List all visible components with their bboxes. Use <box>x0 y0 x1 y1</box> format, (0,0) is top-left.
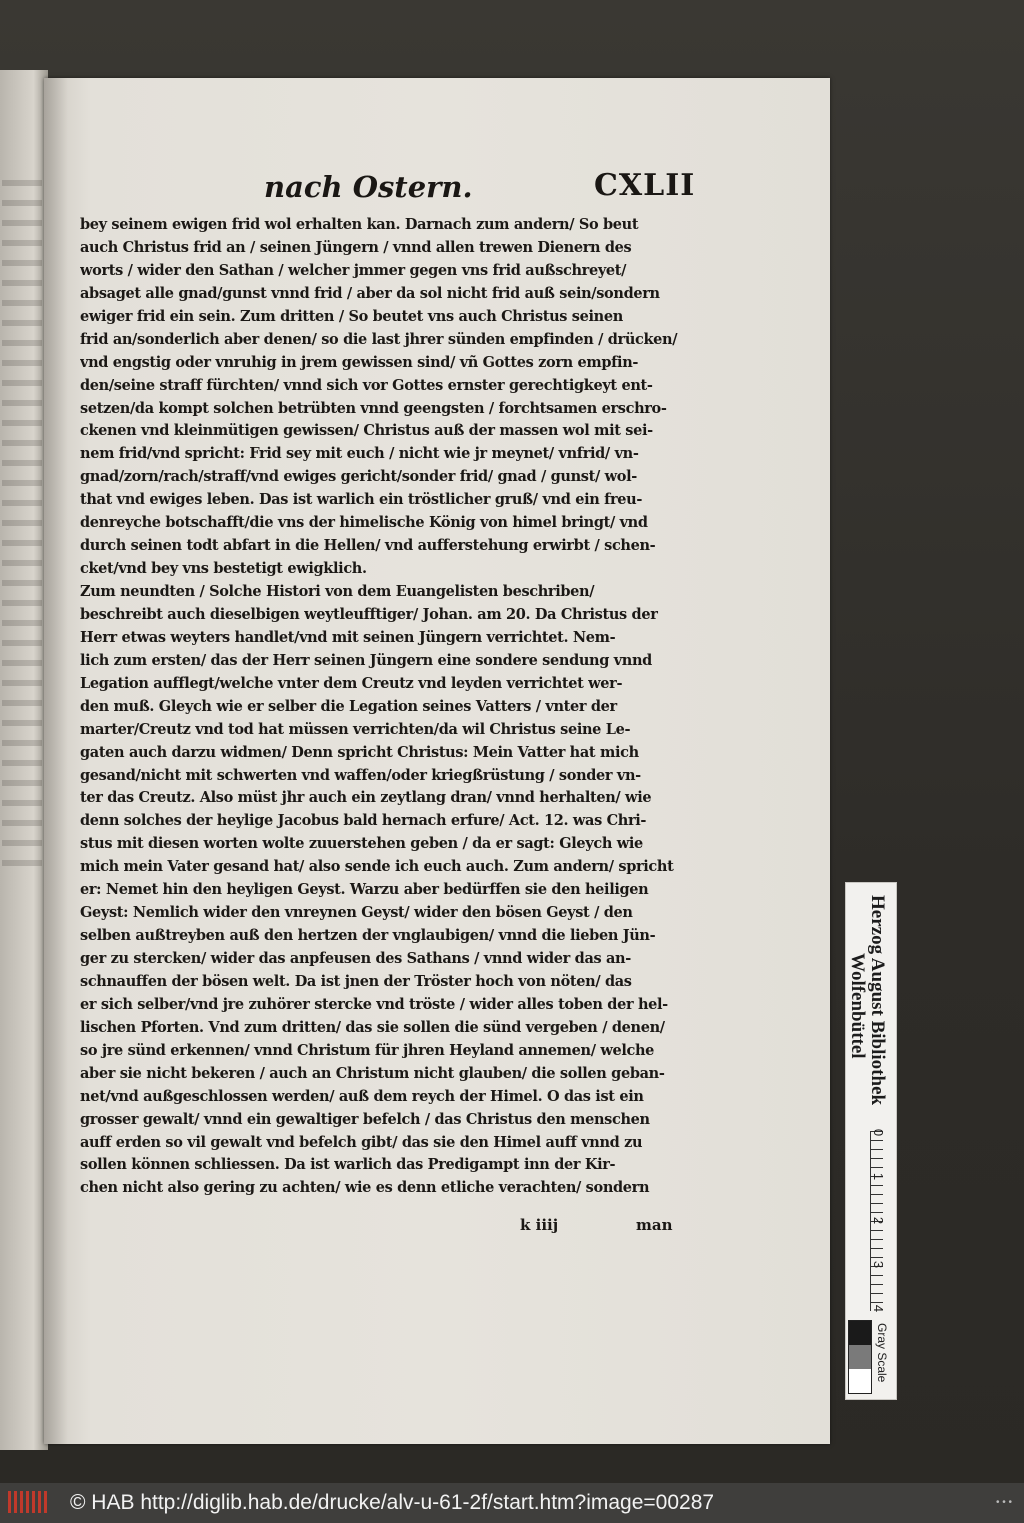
gray-scale-label: Gray Scale <box>875 1323 889 1383</box>
text-line: den muß. Gleych wie er selber die Legation seines Vatters / vnter der <box>80 697 617 715</box>
catchword: man <box>636 1216 673 1234</box>
text-line: marter/Creutz vnd tod hat müssen verrichten/da wil Christus seine Le- <box>80 720 631 738</box>
page-gutter-shadow <box>44 78 68 1444</box>
text-line: ter das Creutz. Also müst jhr auch ein zeytlang dran/ vnnd herhalten/ wie <box>80 789 652 807</box>
gray-swatch-black <box>849 1321 871 1345</box>
text-line: mich mein Vater gesand hat/ also sende ich euch auch. Zum andern/ spricht <box>80 858 674 876</box>
ruler-number: 4 <box>871 1304 887 1313</box>
text-line: beschreibt auch dieselbigen weytleufftiger/ Johan. am 20. Da Christus der <box>80 605 658 623</box>
measurement-ruler <box>870 1128 895 1313</box>
text-line: sollen können schliessen. Da ist warlich das Predigampt inn der Kir- <box>80 1156 616 1174</box>
text-line: Zum neundten / Solche Histori von dem Euangelisten beschriben/ <box>80 583 595 600</box>
signature-mark: k iiij <box>520 1216 559 1234</box>
text-line: so jre sünd erkennen/ vnnd Christum für jhren Heyland annemen/ welche <box>80 1041 655 1059</box>
text-line: gesand/nicht mit schwerten vnd waffen/oder kriegßrüstung / sonder vn- <box>80 766 641 784</box>
ruler-number: 3 <box>871 1260 887 1269</box>
text-line: er: Nemet hin den heyligen Geyst. Warzu aber bedürffen sie den heiligen <box>80 881 649 899</box>
text-line: nem frid/vnd spricht: Frid sey mit euch / nicht wie jr meynet/ vnfrid/ vn- <box>80 445 639 463</box>
text-line: setzen/da kompt solchen betrübten vnnd geengsten / forchtsamen erschro- <box>80 399 667 417</box>
text-line: grosser gewalt/ vnnd ein gewaltiger befelch / das Christus den menschen <box>80 1110 650 1128</box>
text-line: denreyche botschafft/die vns der himelische König von himel bringt/ vnd <box>80 514 648 532</box>
more-options-icon[interactable]: • • • <box>995 1497 1012 1508</box>
text-line: lischen Pforten. Vnd zum dritten/ das sie sollen die sünd vergeben / denen/ <box>80 1018 665 1036</box>
text-line: cket/vnd bey vns bestetigt ewigklich. <box>80 560 367 578</box>
text-line: that vnd ewiges leben. Das ist warlich ein tröstlicher gruß/ vnd ein freu- <box>80 491 643 509</box>
library-color-ruler-strip <box>845 882 897 1400</box>
text-line: selben außtreyben auß den hertzen der vnglaubigen/ vnnd die lieben Jün- <box>80 927 656 945</box>
running-title: nach Ostern. <box>264 170 473 204</box>
text-line: aber sie nicht bekeren / auch an Christum nicht glauben/ die sollen geban- <box>80 1064 665 1082</box>
copyright-url-text: © HAB http://diglib.hab.de/drucke/alv-u-61-2f/start.htm?image=00287 <box>70 1491 715 1514</box>
previous-page-edge <box>0 70 48 1450</box>
ruler-number: 1 <box>871 1172 887 1181</box>
text-line: net/vnd außgeschlossen werden/ auß dem reych der Himel. O das ist ein <box>80 1087 644 1105</box>
library-name-line2: Wolfenbüttel <box>847 953 868 1059</box>
text-line: gnad/zorn/rach/straff/vnd ewiges gericht/sonder frid/ gnad / gunst/ wol- <box>80 468 637 486</box>
text-line: ckenen vnd kleinmütigen gewissen/ Christus auß der massen wol mit sei- <box>80 422 653 440</box>
text-line: denn solches der heylige Jacobus bald hernach erfure/ Act. 12. was Chri- <box>80 812 647 830</box>
text-line: auch Christus frid an / seinen Jüngern / vnnd allen trewen Dienern des <box>80 238 632 256</box>
ruler-number: 2 <box>871 1216 887 1225</box>
text-line: bey seinem ewigen frid wol erhalten kan. Darnach zum andern/ So beut <box>80 216 639 233</box>
text-line: frid an/sonderlich aber denen/ so die last jhrer sünden empfinden / drücken/ <box>80 330 678 348</box>
text-line: Geyst: Nemlich wider den vnreynen Geyst/ wider den bösen Geyst / den <box>80 904 633 922</box>
gray-swatch-white <box>849 1369 871 1393</box>
viewer-footer-bar <box>0 1483 1024 1523</box>
text-line: er sich selber/vnd jre zuhörer stercke vnd tröste / wider alles toben der hel- <box>80 995 668 1013</box>
gray-scale-swatches <box>848 1320 872 1394</box>
ruler-number: 0 <box>871 1128 887 1137</box>
text-line: worts / wider den Sathan / welcher jmmer gegen vns frid außschreyet/ <box>80 261 627 279</box>
text-line: absaget alle gnad/gunst vnnd frid / aber da sol nicht frid auß sein/sondern <box>80 284 660 302</box>
folio-number: CXLII <box>594 168 696 203</box>
text-line: Herr etwas weyters handlet/vnd mit seinen Jüngern verrichtet. Nem- <box>80 628 616 646</box>
text-line: lich zum ersten/ das der Herr seinen Jüngern eine sondere sendung vnnd <box>80 651 652 669</box>
text-line: stus mit diesen worten wolte zuuerstehen geben / da er sagt: Gleych wie <box>80 835 643 853</box>
text-line: den/seine straff fürchten/ vnnd sich vor Gottes ernster gerechtigkeyt ent- <box>80 376 653 394</box>
library-name-line1: Herzog August Bibliothek <box>867 895 888 1106</box>
text-line: ewiger frid ein sein. Zum dritten / So beutet vns auch Christus seinen <box>80 307 623 325</box>
text-line: chen nicht also gering zu achten/ wie es denn etliche verachten/ sondern <box>80 1179 650 1197</box>
text-line: auff erden so vil gewalt vnd befelch gibt/ das sie den Himel auff vnnd zu <box>80 1133 643 1151</box>
text-line: durch seinen todt abfart in die Hellen/ vnd aufferstehung erwirbt / schen- <box>80 537 656 555</box>
hab-logo-icon[interactable] <box>8 1491 48 1513</box>
text-line: Legation aufflegt/welche vnter dem Creutz vnd leyden verrichtet wer- <box>80 674 623 692</box>
gray-swatch-mid <box>849 1345 871 1369</box>
text-line: vnd engstig oder vnruhig in jrem gewissen sind/ vñ Gottes zorn empfin- <box>80 353 639 371</box>
text-line: gaten auch darzu widmen/ Denn spricht Christus: Mein Vatter hat mich <box>80 743 639 761</box>
text-line: schnauffen der bösen welt. Da ist jnen der Tröster hoch von nöten/ das <box>80 972 632 990</box>
previous-page-text-edge <box>2 180 42 880</box>
text-line: ger zu stercken/ wider das anpfeusen des Sathans / vnnd wider das an- <box>80 950 631 967</box>
page-body-text <box>80 214 686 1200</box>
